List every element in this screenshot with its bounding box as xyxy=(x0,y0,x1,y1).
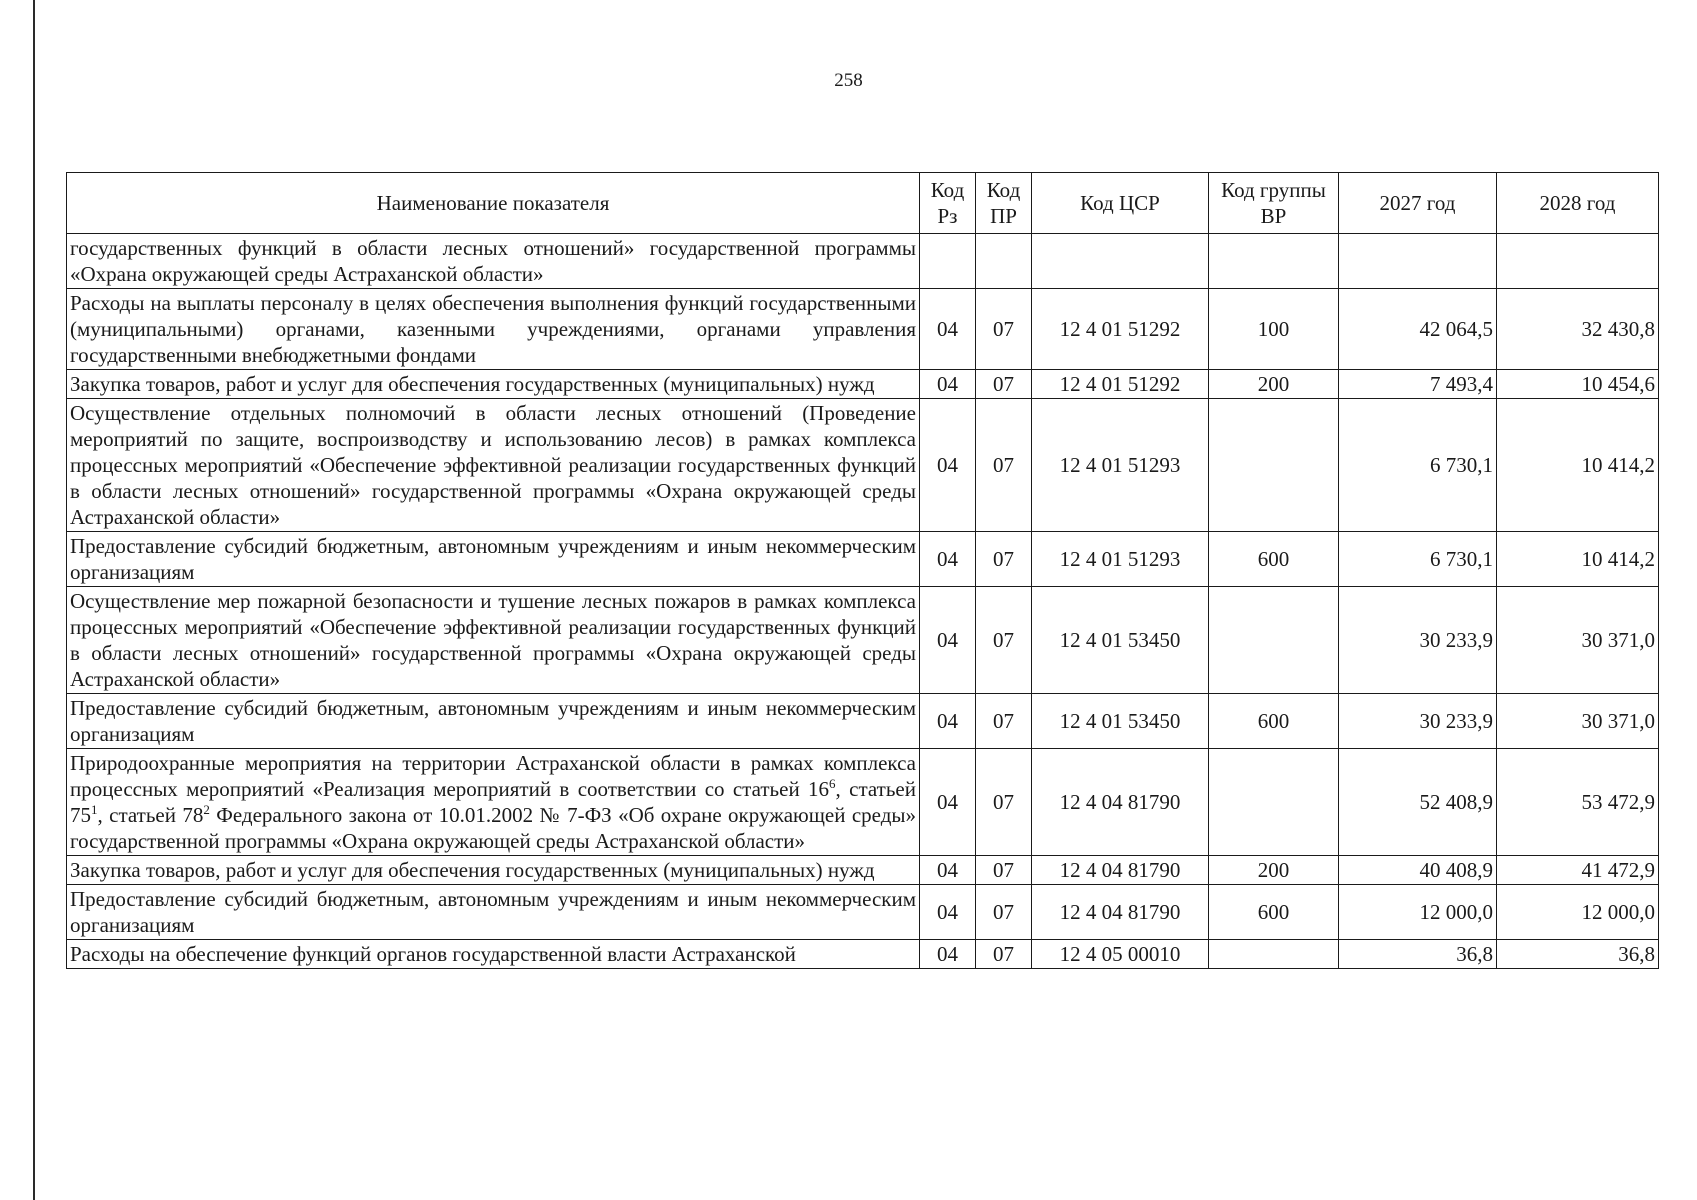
row-vr: 100 xyxy=(1209,289,1339,370)
row-name: Расходы на обеспечение функций органов государственной власти Астраханской xyxy=(67,940,920,969)
row-2028: 10 454,6 xyxy=(1497,370,1659,399)
row-name: Расходы на выплаты персоналу в целях обеспечения выполнения функций государственными (муниципальными) органами, казенными учреждениями, органами управления государственными внебюджетными фондами xyxy=(67,289,920,370)
header-name: Наименование показателя xyxy=(67,173,920,234)
table-header-row xyxy=(67,173,1659,234)
row-rz: 04 xyxy=(920,885,976,940)
row-name-part: , статьей 75 xyxy=(70,777,916,827)
row-name: Осуществление мер пожарной безопасности и тушение лесных пожаров в рамках комплекса процессных мероприятий «Обеспечение эффективной реализации государственных функций в области лесных отношений» государственной программы «Охрана окружающей среды Астраханской области» xyxy=(67,587,920,694)
row-rz: 04 xyxy=(920,587,976,694)
row-name: Закупка товаров, работ и услуг для обеспечения государственных (муниципальных) нужд xyxy=(67,370,920,399)
row-name-part: , статьей 78 xyxy=(97,803,204,827)
table-row xyxy=(67,289,1659,370)
superscript: 6 xyxy=(829,776,836,791)
row-2027: 30 233,9 xyxy=(1339,587,1497,694)
row-rz: 04 xyxy=(920,940,976,969)
table-row xyxy=(67,694,1659,749)
row-2028: 30 371,0 xyxy=(1497,587,1659,694)
row-csr: 12 4 01 53450 xyxy=(1032,694,1209,749)
table-row xyxy=(67,399,1659,532)
row-vr xyxy=(1209,749,1339,856)
superscript: 2 xyxy=(203,802,210,817)
row-2028: 10 414,2 xyxy=(1497,399,1659,532)
row-csr: 12 4 04 81790 xyxy=(1032,885,1209,940)
row-2028 xyxy=(1497,234,1659,289)
row-2027: 6 730,1 xyxy=(1339,399,1497,532)
row-rz: 04 xyxy=(920,399,976,532)
budget-table xyxy=(66,172,1659,969)
row-name-part: Природоохранные мероприятия на территории Астраханской области в рамках комплекса процессных мероприятий «Реализация мероприятий в соответствии со статьей 16 xyxy=(70,751,916,801)
row-2028: 32 430,8 xyxy=(1497,289,1659,370)
row-vr xyxy=(1209,399,1339,532)
row-pr: 07 xyxy=(976,289,1032,370)
row-name xyxy=(67,749,920,856)
row-csr: 12 4 01 51293 xyxy=(1032,532,1209,587)
header-pr: Код ПР xyxy=(976,173,1032,234)
table-row xyxy=(67,532,1659,587)
table-row xyxy=(67,370,1659,399)
row-2027: 7 493,4 xyxy=(1339,370,1497,399)
row-pr: 07 xyxy=(976,885,1032,940)
row-2027: 42 064,5 xyxy=(1339,289,1497,370)
row-rz: 04 xyxy=(920,694,976,749)
row-vr: 200 xyxy=(1209,856,1339,885)
row-vr: 600 xyxy=(1209,885,1339,940)
row-csr: 12 4 01 51292 xyxy=(1032,370,1209,399)
row-rz xyxy=(920,234,976,289)
row-name: Осуществление отдельных полномочий в области лесных отношений (Проведение мероприятий по защите, воспроизводству и использованию лесов) в рамках комплекса процессных мероприятий «Обеспечение эффективной реализации государственных функций в области лесных отношений» государственной программы «Охрана окружающей среды Астраханской области» xyxy=(67,399,920,532)
row-2027: 52 408,9 xyxy=(1339,749,1497,856)
row-rz: 04 xyxy=(920,370,976,399)
header-csr: Код ЦСР xyxy=(1032,173,1209,234)
row-name: Предоставление субсидий бюджетным, автономным учреждениям и иным некоммерческим организациям xyxy=(67,694,920,749)
row-pr: 07 xyxy=(976,940,1032,969)
table-row xyxy=(67,940,1659,969)
row-pr: 07 xyxy=(976,399,1032,532)
row-csr: 12 4 01 53450 xyxy=(1032,587,1209,694)
row-2028: 41 472,9 xyxy=(1497,856,1659,885)
row-csr: 12 4 01 51292 xyxy=(1032,289,1209,370)
row-pr: 07 xyxy=(976,694,1032,749)
row-vr xyxy=(1209,940,1339,969)
row-csr: 12 4 04 81790 xyxy=(1032,749,1209,856)
header-2027: 2027 год xyxy=(1339,173,1497,234)
row-pr: 07 xyxy=(976,856,1032,885)
row-2028: 36,8 xyxy=(1497,940,1659,969)
row-2027 xyxy=(1339,234,1497,289)
row-vr: 600 xyxy=(1209,694,1339,749)
row-name: Предоставление субсидий бюджетным, автономным учреждениям и иным некоммерческим организациям xyxy=(67,532,920,587)
table-row xyxy=(67,234,1659,289)
row-pr: 07 xyxy=(976,532,1032,587)
row-2027: 40 408,9 xyxy=(1339,856,1497,885)
row-csr: 12 4 04 81790 xyxy=(1032,856,1209,885)
row-vr xyxy=(1209,234,1339,289)
row-2028: 30 371,0 xyxy=(1497,694,1659,749)
row-rz: 04 xyxy=(920,856,976,885)
table-row xyxy=(67,856,1659,885)
row-pr: 07 xyxy=(976,587,1032,694)
row-pr: 07 xyxy=(976,749,1032,856)
header-vr: Код группы ВР xyxy=(1209,173,1339,234)
header-2028: 2028 год xyxy=(1497,173,1659,234)
row-name: Закупка товаров, работ и услуг для обеспечения государственных (муниципальных) нужд xyxy=(67,856,920,885)
row-name: Предоставление субсидий бюджетным, автономным учреждениям и иным некоммерческим организациям xyxy=(67,885,920,940)
page-number: 258 xyxy=(834,70,863,91)
table-row xyxy=(67,885,1659,940)
table-row xyxy=(67,749,1659,856)
row-csr: 12 4 01 51293 xyxy=(1032,399,1209,532)
row-2028: 12 000,0 xyxy=(1497,885,1659,940)
row-pr: 07 xyxy=(976,370,1032,399)
superscript: 1 xyxy=(91,802,98,817)
row-rz: 04 xyxy=(920,289,976,370)
row-2028: 10 414,2 xyxy=(1497,532,1659,587)
row-2027: 6 730,1 xyxy=(1339,532,1497,587)
row-vr xyxy=(1209,587,1339,694)
row-csr xyxy=(1032,234,1209,289)
row-vr: 600 xyxy=(1209,532,1339,587)
row-2027: 12 000,0 xyxy=(1339,885,1497,940)
row-rz: 04 xyxy=(920,749,976,856)
row-2027: 30 233,9 xyxy=(1339,694,1497,749)
header-rz: Код Рз xyxy=(920,173,976,234)
table-row xyxy=(67,587,1659,694)
row-name-part: Федерального закона от 10.01.2002 № 7-ФЗ «Об охране окружающей среды» государственной программы «Охрана окружающей среды Астраханской области» xyxy=(70,803,916,853)
row-name: государственных функций в области лесных отношений» государственной программы «Охрана окружающей среды Астраханской области» xyxy=(67,234,920,289)
row-csr: 12 4 05 00010 xyxy=(1032,940,1209,969)
left-margin-line xyxy=(33,0,35,1200)
row-vr: 200 xyxy=(1209,370,1339,399)
row-pr xyxy=(976,234,1032,289)
row-2027: 36,8 xyxy=(1339,940,1497,969)
row-2028: 53 472,9 xyxy=(1497,749,1659,856)
row-rz: 04 xyxy=(920,532,976,587)
